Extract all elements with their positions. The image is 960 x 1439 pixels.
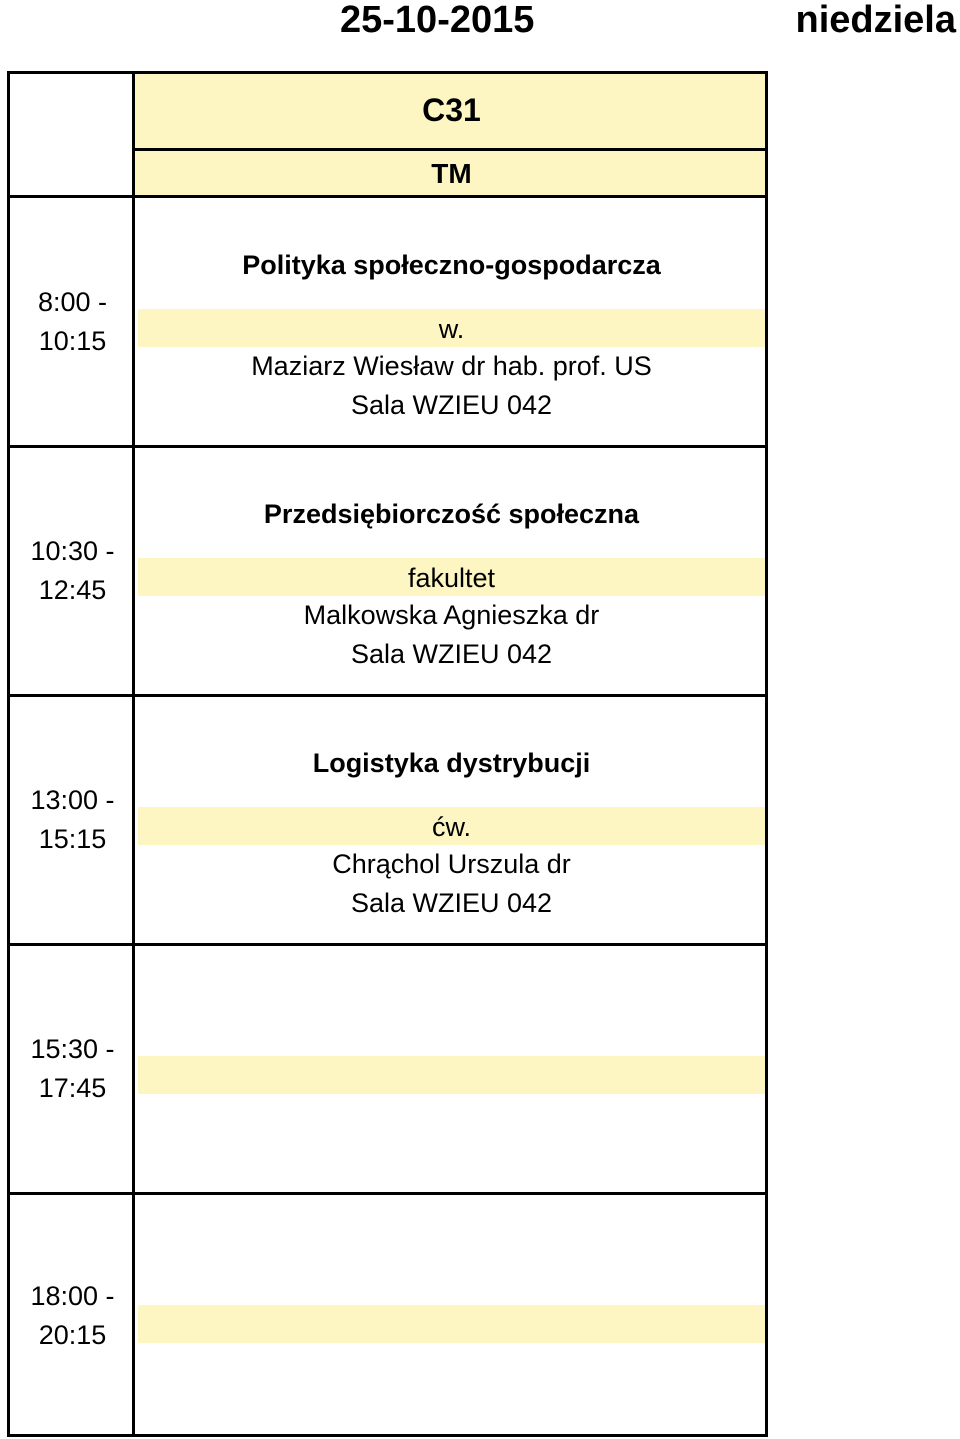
time-start: 15:30 - xyxy=(30,1034,115,1064)
header-divider xyxy=(135,148,765,151)
row-divider xyxy=(10,943,765,946)
schedule-table xyxy=(7,71,768,1437)
time-start: 13:00 - xyxy=(30,785,115,815)
time-end: 10:15 xyxy=(38,326,107,356)
time-start: 8:00 - xyxy=(37,287,108,317)
class-type: fakultet xyxy=(407,563,496,593)
room-name: Sala WZIEU 042 xyxy=(350,390,553,420)
time-end: 15:15 xyxy=(38,824,107,854)
schedule-date: 25-10-2015 xyxy=(340,0,535,41)
time-end: 12:45 xyxy=(38,575,107,605)
row-divider xyxy=(10,694,765,697)
teacher-name: Malkowska Agnieszka dr xyxy=(303,600,600,630)
row-divider xyxy=(10,1192,765,1195)
teacher-name: Chrąchol Urszula dr xyxy=(332,849,571,879)
header-bottom-border xyxy=(10,195,765,198)
subject-name: Logistyka dystrybucji xyxy=(312,748,591,778)
row-highlight xyxy=(138,1305,765,1343)
class-type: w. xyxy=(438,314,465,344)
room-name: Sala WZIEU 042 xyxy=(350,888,553,918)
class-type: ćw. xyxy=(431,812,471,842)
time-column xyxy=(10,74,135,1434)
time-end: 17:45 xyxy=(38,1073,107,1103)
schedule-weekday: niedziela xyxy=(795,0,956,41)
group-name: C31 xyxy=(422,92,481,128)
row-divider xyxy=(10,445,765,448)
subject-name: Przedsiębiorczość społeczna xyxy=(263,499,640,529)
room-name: Sala WZIEU 042 xyxy=(350,639,553,669)
time-start: 10:30 - xyxy=(30,536,115,566)
time-end: 20:15 xyxy=(38,1320,107,1350)
row-highlight xyxy=(138,1056,765,1094)
time-start: 18:00 - xyxy=(30,1281,115,1311)
specialization-name: TM xyxy=(431,158,472,189)
subject-name: Polityka społeczno-gospodarcza xyxy=(242,250,661,280)
teacher-name: Maziarz Wiesław dr hab. prof. US xyxy=(251,351,652,381)
